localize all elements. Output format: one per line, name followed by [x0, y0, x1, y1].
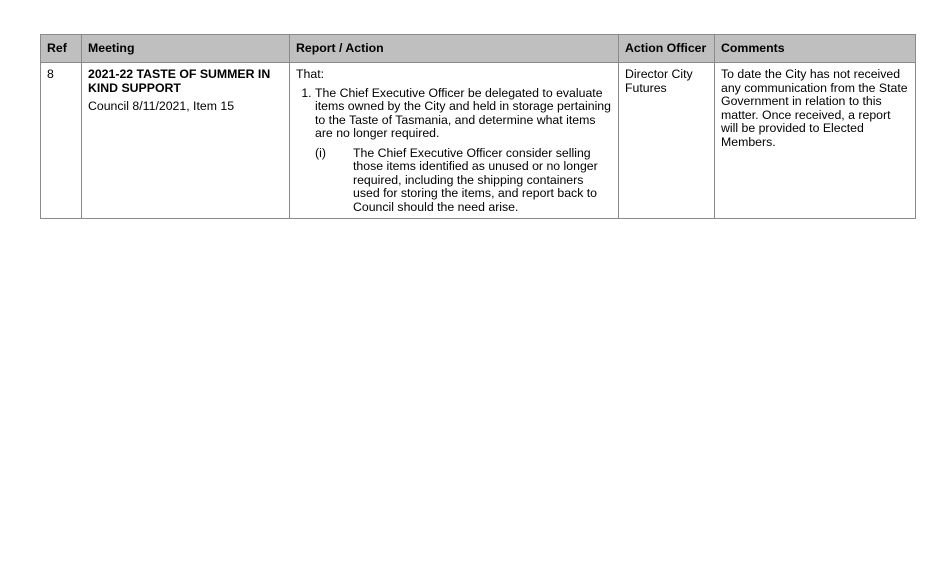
cell-report-action: [290, 63, 619, 219]
header-ref: Ref: [41, 35, 82, 63]
action-items-table: [40, 34, 916, 219]
report-sub-item: [315, 147, 612, 215]
meeting-reference: Council 8/11/2021, Item 15: [88, 99, 235, 113]
table-row: [41, 63, 916, 219]
report-item-1: [315, 87, 612, 215]
cell-meeting: [82, 63, 290, 219]
report-intro: That:: [296, 67, 325, 81]
header-report-action: Report / Action: [290, 35, 619, 63]
sub-item-text: The Chief Executive Officer consider selling those items identified as unused or no longer required, including the shipping containers used for storing the items, and report back to Council should the need arise.: [353, 145, 598, 214]
cell-ref: 8: [41, 63, 82, 219]
sub-item-marker: (i): [315, 145, 326, 160]
report-list: [296, 87, 612, 215]
header-action-officer: Action Officer: [619, 35, 715, 63]
report-item-1-text: The Chief Executive Officer be delegated to evaluate items owned by the City and held in storage pertaining to the Taste of Tasmania, and determine what items are no longer required.: [315, 85, 611, 140]
cell-comments: To date the City has not received any communication from the State Government in relation to this matter. Once received, a report will be provided to Elected Members.: [715, 63, 916, 219]
table-header-row: [41, 35, 916, 63]
header-comments: Comments: [715, 35, 916, 63]
header-meeting: Meeting: [82, 35, 290, 63]
meeting-title: 2021-22 TASTE OF SUMMER IN KIND SUPPORT: [88, 67, 271, 95]
cell-action-officer: Director City Futures: [619, 63, 715, 219]
